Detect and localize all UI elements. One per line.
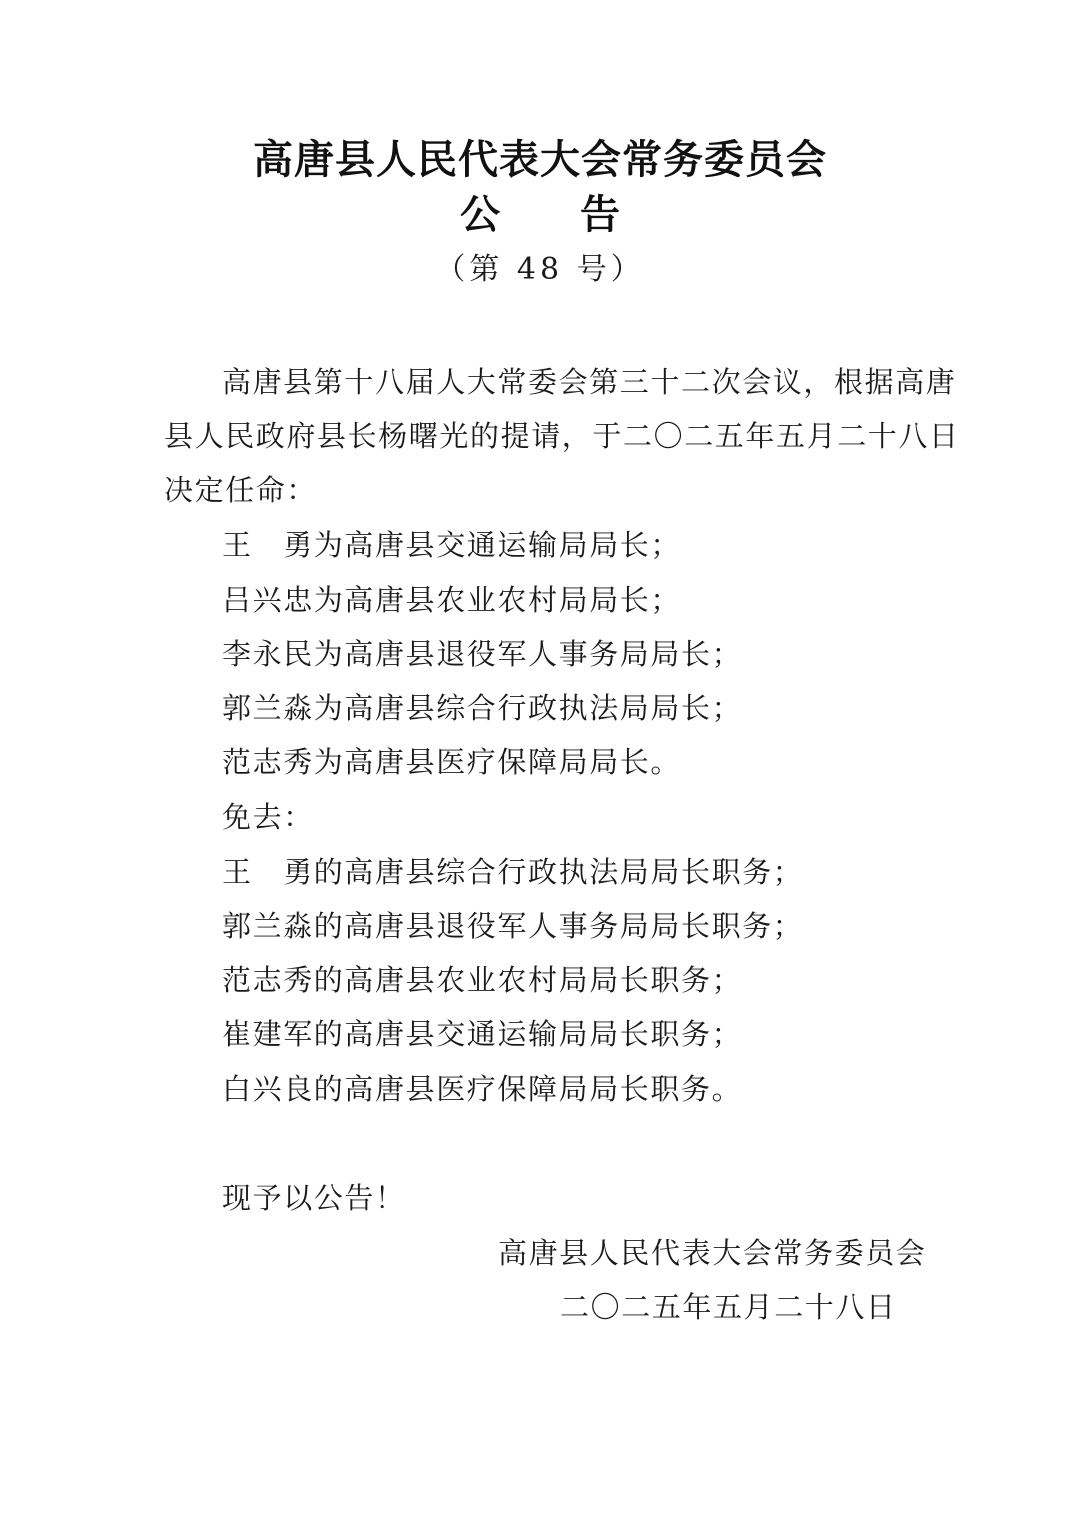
intro-line: 高唐县第十八届人大常委会第三十二次会议，根据高唐 <box>222 365 957 399</box>
appointment-item: 王 勇为高唐县交通运输局局长； <box>222 528 682 562</box>
removal-heading: 免去： <box>222 800 314 834</box>
appointment-item: 李永民为高唐县退役军人事务局局长； <box>222 637 743 671</box>
removal-item: 王 勇的高唐县综合行政执法局局长职务； <box>222 855 804 889</box>
removal-item: 白兴良的高唐县医疗保障局局长职务。 <box>222 1072 743 1106</box>
signature-date: 二〇二五年五月二十八日 <box>560 1290 897 1324</box>
signature-organization: 高唐县人民代表大会常务委员会 <box>498 1236 927 1270</box>
document-number: （第 48 号） <box>435 252 645 287</box>
intro-line: 决定任命： <box>164 473 318 507</box>
removal-item: 范志秀的高唐县农业农村局局长职务； <box>222 963 743 997</box>
removal-item: 郭兰淼的高唐县退役军人事务局局长职务； <box>222 909 804 943</box>
closing-statement: 现予以公告！ <box>222 1181 406 1215</box>
appointment-item: 郭兰淼为高唐县综合行政执法局局长； <box>222 691 743 725</box>
document-subtitle: 公告 <box>460 191 700 238</box>
document-title: 高唐县人民代表大会常务委员会 <box>253 136 827 183</box>
appointment-item: 吕兴忠为高唐县农业农村局局长； <box>222 583 682 617</box>
removal-item: 崔建军的高唐县交通运输局局长职务； <box>222 1017 743 1051</box>
appointment-item: 范志秀为高唐县医疗保障局局长。 <box>222 745 682 779</box>
intro-line: 县人民政府县长杨曙光的提请，于二〇二五年五月二十八日 <box>164 419 960 453</box>
